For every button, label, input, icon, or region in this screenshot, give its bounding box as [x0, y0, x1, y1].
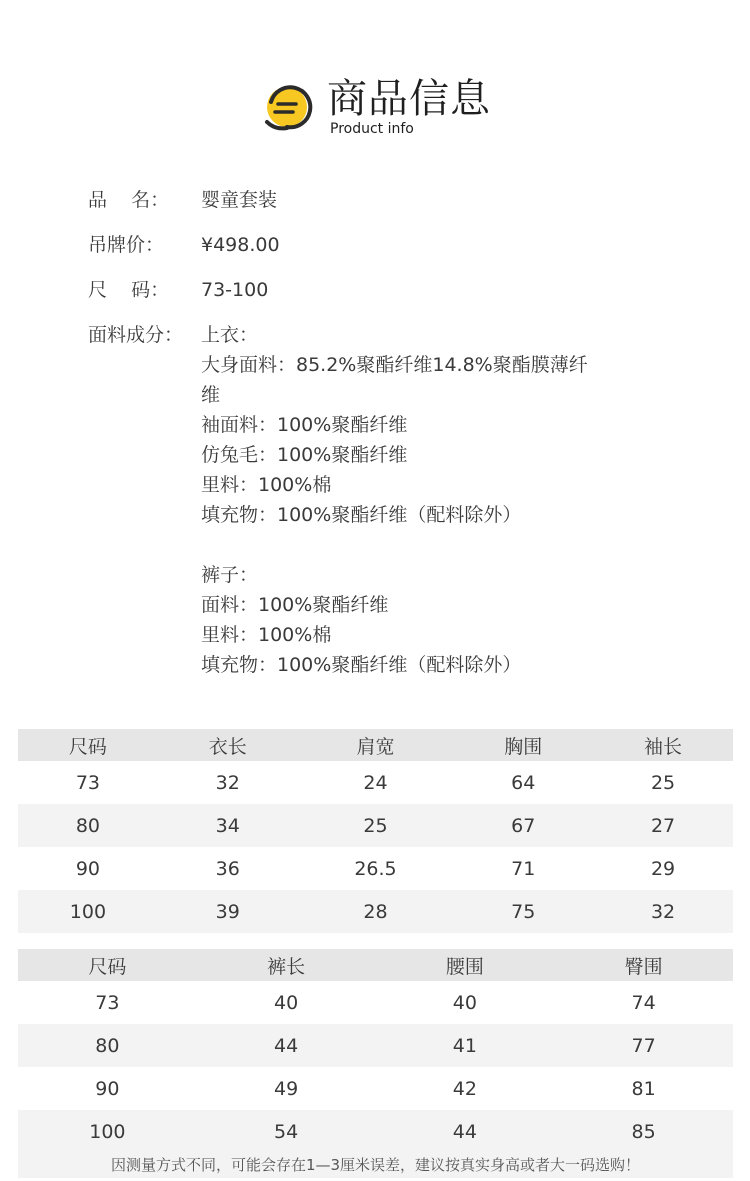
fabric-line: 里料：100%棉 — [201, 624, 332, 646]
table-cell: 40 — [274, 991, 299, 1014]
table-row — [18, 1110, 733, 1153]
table-header-row — [18, 729, 733, 761]
table-cell: 26.5 — [354, 857, 397, 880]
table-cell: 28 — [298, 890, 454, 933]
measurement-note: 因测量方式不同，可能会存在1—3厘米误差，建议按真实身高或者大一码选购！ — [18, 1152, 733, 1178]
table-cell: 80 — [18, 804, 158, 847]
fabric-line: 面料：100%聚酯纤维 — [201, 594, 389, 616]
table-header-row — [18, 949, 733, 981]
table-header-cell: 袖长 — [593, 729, 733, 761]
table-cell: 75 — [453, 890, 593, 933]
price-value: ¥498.00 — [201, 234, 280, 256]
table-cell: 32 — [215, 771, 240, 794]
table-cell: 80 — [18, 1024, 197, 1067]
page-subtitle: Product info — [330, 121, 414, 137]
table-cell: 73 — [95, 991, 120, 1014]
fabric-line: 填充物：100%聚酯纤维（配料除外） — [201, 654, 522, 676]
info-row-size — [88, 275, 708, 320]
table-header-cell: 胸围 — [453, 729, 593, 761]
table-cell: 42 — [452, 1077, 477, 1100]
table-header-cell: 裤长 — [197, 949, 376, 981]
table-cell: 25 — [650, 771, 676, 794]
table-cell: 36 — [215, 857, 240, 880]
name-label: 品 名： — [88, 189, 170, 211]
table-header-cell: 臀围 — [554, 949, 733, 981]
product-info — [88, 185, 708, 680]
fabric-line: 裤子： — [201, 564, 259, 586]
fabric-value — [201, 320, 708, 680]
table-header-cell: 尺码 — [18, 949, 197, 981]
table-cell: 27 — [593, 804, 733, 847]
table-cell: 100 — [18, 1110, 197, 1153]
fabric-line: 袖面料：100%聚酯纤维 — [201, 414, 408, 436]
info-row-name — [88, 185, 708, 230]
table-cell: 81 — [631, 1077, 656, 1100]
table-cell: 39 — [158, 890, 298, 933]
table-cell: 64 — [511, 771, 536, 794]
section-header — [0, 70, 750, 150]
table-cell: 67 — [453, 804, 593, 847]
table-cell: 77 — [554, 1024, 733, 1067]
pants-size-table — [18, 949, 733, 1153]
fabric-line: 仿兔毛：100%聚酯纤维 — [201, 444, 408, 466]
table-row — [18, 890, 733, 933]
fabric-line: 大身面料：85.2%聚酯纤维14.8%聚酯膜薄纤 — [201, 354, 588, 376]
table-cell: 100 — [18, 890, 158, 933]
table-cell: 71 — [511, 857, 536, 880]
table-cell: 32 — [593, 890, 733, 933]
fabric-line: 里料：100%棉 — [201, 474, 332, 496]
table-cell: 90 — [95, 1077, 120, 1100]
menu-bubble-icon — [263, 82, 315, 134]
table-row — [18, 847, 733, 890]
table-cell: 74 — [631, 991, 656, 1014]
name-value: 婴童套装 — [201, 189, 278, 211]
table-header-cell: 腰围 — [376, 949, 555, 981]
size-value: 73-100 — [201, 279, 269, 301]
table-row — [18, 804, 733, 847]
table-header-cell: 肩宽 — [298, 729, 454, 761]
table-header-cell: 尺码 — [18, 729, 158, 761]
fabric-line: 维 — [201, 384, 221, 406]
table-row — [18, 761, 733, 804]
table-header-cell: 衣长 — [158, 729, 298, 761]
table-cell: 34 — [158, 804, 298, 847]
table-cell: 25 — [298, 804, 454, 847]
table-row — [18, 1067, 733, 1110]
table-row — [18, 981, 733, 1024]
table-cell: 90 — [75, 857, 100, 880]
table-cell: 24 — [363, 771, 388, 794]
fabric-line: 填充物：100%聚酯纤维（配料除外） — [201, 504, 522, 526]
table-cell: 49 — [274, 1077, 299, 1100]
fabric-line: 上衣： — [201, 324, 259, 346]
page-title: 商品信息 — [327, 76, 491, 122]
table-cell: 44 — [197, 1024, 376, 1067]
table-cell: 44 — [376, 1110, 555, 1153]
fabric-label: 面料成分： — [88, 324, 184, 346]
table-cell: 41 — [376, 1024, 555, 1067]
fabric-gap — [201, 530, 708, 560]
price-label: 吊牌价： — [88, 234, 165, 256]
table-row — [18, 1024, 733, 1067]
size-label: 尺 码： — [88, 279, 170, 301]
table-cell: 40 — [452, 991, 477, 1014]
table-cell: 85 — [554, 1110, 733, 1153]
info-row-price — [88, 230, 708, 275]
top-size-table — [18, 729, 733, 933]
table-cell: 29 — [650, 857, 676, 880]
table-cell: 54 — [197, 1110, 376, 1153]
table-cell: 73 — [75, 771, 100, 794]
info-row-fabric — [88, 320, 708, 680]
